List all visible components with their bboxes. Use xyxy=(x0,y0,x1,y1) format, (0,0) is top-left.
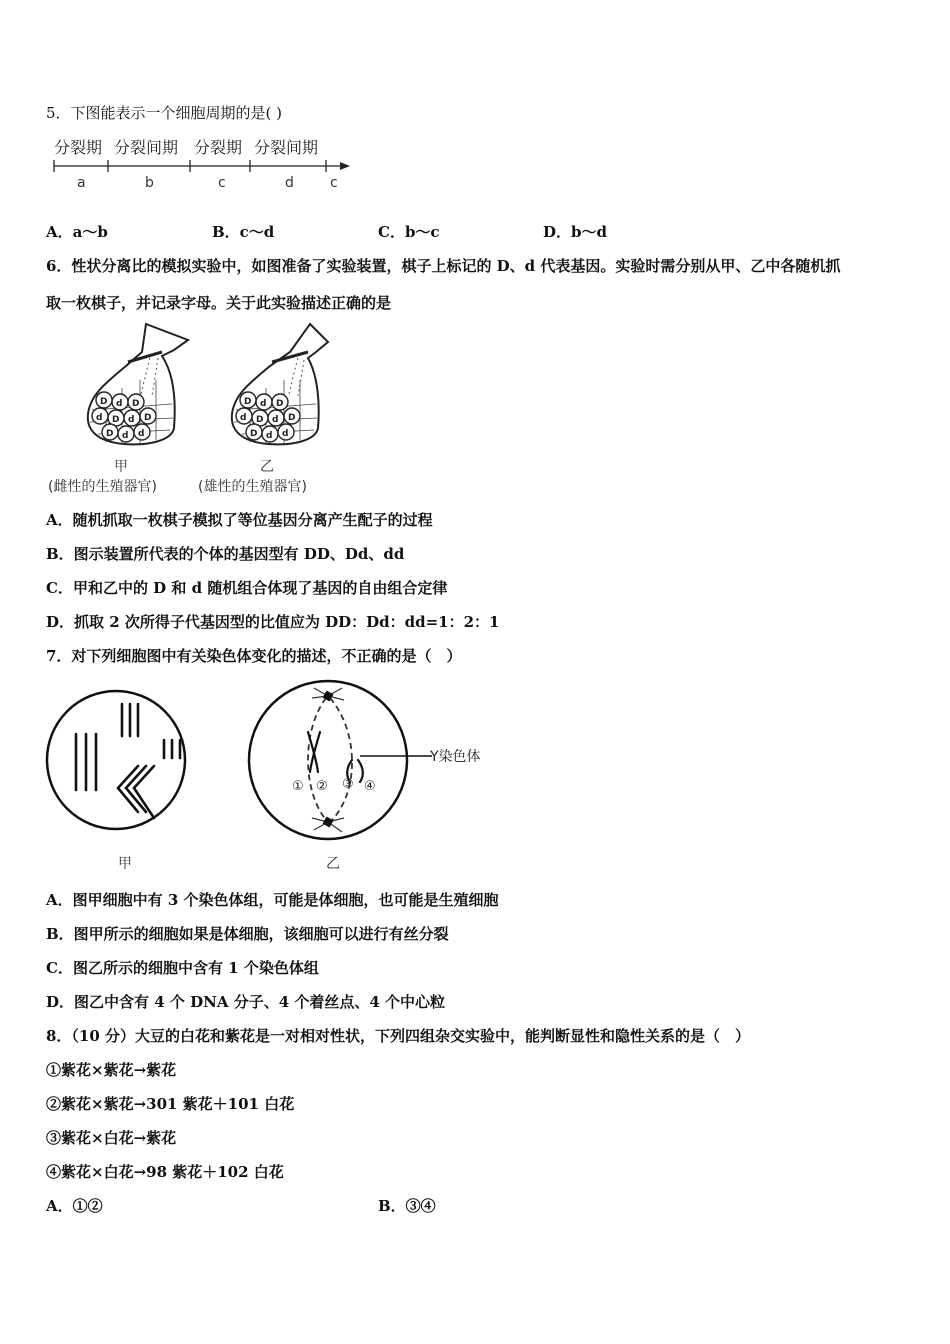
y-chromosome-label: Y染色体 xyxy=(430,749,481,765)
svg-text:D: D xyxy=(244,397,252,407)
num-2: ② xyxy=(316,779,328,794)
cell-cycle-timeline xyxy=(46,132,356,194)
svg-text:d: d xyxy=(96,413,103,423)
timeline-phase-4: 分裂间期 xyxy=(254,138,319,157)
timeline-letter-c1: c xyxy=(218,175,226,191)
q6-option-b[interactable]: B．图示装置所代表的个体的基因型有 DD、Dd、dd xyxy=(46,545,405,563)
cell-right-icon xyxy=(249,681,432,839)
svg-text:d: d xyxy=(138,429,145,439)
svg-text:d: d xyxy=(272,415,279,425)
q7-option-d[interactable]: D．图乙中含有 4 个 DNA 分子、4 个着丝点、4 个中心粒 xyxy=(46,993,446,1011)
q6-option-c[interactable]: C．甲和乙中的 D 和 d 随机组合体现了基因的自由组合定律 xyxy=(46,579,448,597)
cell-left-name: 甲 xyxy=(118,856,132,872)
num-4: ④ xyxy=(364,779,376,794)
bag-left-caption: (雌性的生殖器官) xyxy=(48,479,157,495)
timeline-phase-2: 分裂间期 xyxy=(114,138,179,157)
q8-cross-4: ④紫花×白花→98 紫花＋102 白花 xyxy=(46,1163,284,1181)
svg-text:d: d xyxy=(282,429,289,439)
q7-option-b[interactable]: B．图甲所示的细胞如果是体细胞，该细胞可以进行有丝分裂 xyxy=(46,925,449,943)
timeline-letter-b: b xyxy=(145,175,154,191)
svg-text:d: d xyxy=(266,431,273,441)
timeline-phase-1: 分裂期 xyxy=(54,138,103,157)
q8-stem: 8．（10 分）大豆的白花和紫花是一对相对性状，下列四组杂交实验中，能判断显性和隐性关系的是（ ） xyxy=(46,1027,751,1045)
q8-option-b[interactable]: B．③④ xyxy=(378,1197,436,1215)
cell-figure xyxy=(40,672,500,876)
svg-text:D: D xyxy=(112,415,120,425)
bag-left-name: 甲 xyxy=(114,459,128,475)
q6-option-d[interactable]: D．抓取 2 次所得子代基因型的比值应为 DD：Dd：dd=1：2：1 xyxy=(46,613,500,631)
q7-option-c[interactable]: C．图乙所示的细胞中含有 1 个染色体组 xyxy=(46,959,319,977)
q5-stem: 5．下图能表示一个细胞周期的是( ) xyxy=(46,104,283,122)
q7-stem: 7．对下列细胞图中有关染色体变化的描述，不正确的是（ ） xyxy=(46,647,462,665)
bag-right-caption: (雄性的生殖器官) xyxy=(198,479,307,495)
cell-right-name: 乙 xyxy=(326,856,340,872)
svg-text:d: d xyxy=(240,413,247,423)
bag-figure xyxy=(46,318,346,500)
q5-option-b[interactable]: B．c～d xyxy=(212,223,275,241)
svg-text:d: d xyxy=(128,415,135,425)
svg-text:d: d xyxy=(260,399,267,409)
bag-right-name: 乙 xyxy=(260,459,274,475)
svg-text:D: D xyxy=(106,429,114,439)
q5-option-d[interactable]: D．b～d xyxy=(543,223,607,241)
q7-option-a[interactable]: A．图甲细胞中有 3 个染色体组，可能是体细胞，也可能是生殖细胞 xyxy=(46,891,499,909)
timeline-phase-3: 分裂期 xyxy=(194,138,243,157)
q8-cross-1: ①紫花×紫花→紫花 xyxy=(46,1061,177,1079)
svg-text:D: D xyxy=(288,413,296,423)
num-3: ③ xyxy=(342,777,354,792)
q5-option-a[interactable]: A．a～b xyxy=(46,223,108,241)
q5-option-c[interactable]: C．b～c xyxy=(378,223,440,241)
q6-option-a[interactable]: A．随机抓取一枚棋子模拟了等位基因分离产生配子的过程 xyxy=(46,511,433,529)
q8-cross-3: ③紫花×白花→紫花 xyxy=(46,1129,177,1147)
q6-stem-line1: 6．性状分离比的模拟实验中，如图准备了实验装置，棋子上标记的 D、d 代表基因。实验时需分别从甲、乙中各随机抓 xyxy=(46,257,841,275)
timeline-letter-d: d xyxy=(285,175,294,191)
q8-option-a[interactable]: A．①② xyxy=(46,1197,103,1215)
svg-text:D: D xyxy=(144,413,152,423)
timeline-letter-a: a xyxy=(77,175,86,191)
timeline-letter-c2: c xyxy=(330,175,338,191)
svg-text:D: D xyxy=(100,397,108,407)
svg-text:D: D xyxy=(276,399,284,409)
num-1: ① xyxy=(292,779,304,794)
svg-text:d: d xyxy=(116,399,123,409)
svg-text:D: D xyxy=(256,415,264,425)
q6-stem-line2: 取一枚棋子，并记录字母。关于此实验描述正确的是 xyxy=(46,294,392,312)
svg-text:D: D xyxy=(250,429,258,439)
svg-text:d: d xyxy=(122,431,129,441)
cell-left-icon xyxy=(47,691,185,829)
bag-left-icon xyxy=(88,324,188,444)
bag-right-icon xyxy=(232,324,328,444)
svg-text:D: D xyxy=(132,399,140,409)
q8-cross-2: ②紫花×紫花→301 紫花＋101 白花 xyxy=(46,1095,295,1113)
